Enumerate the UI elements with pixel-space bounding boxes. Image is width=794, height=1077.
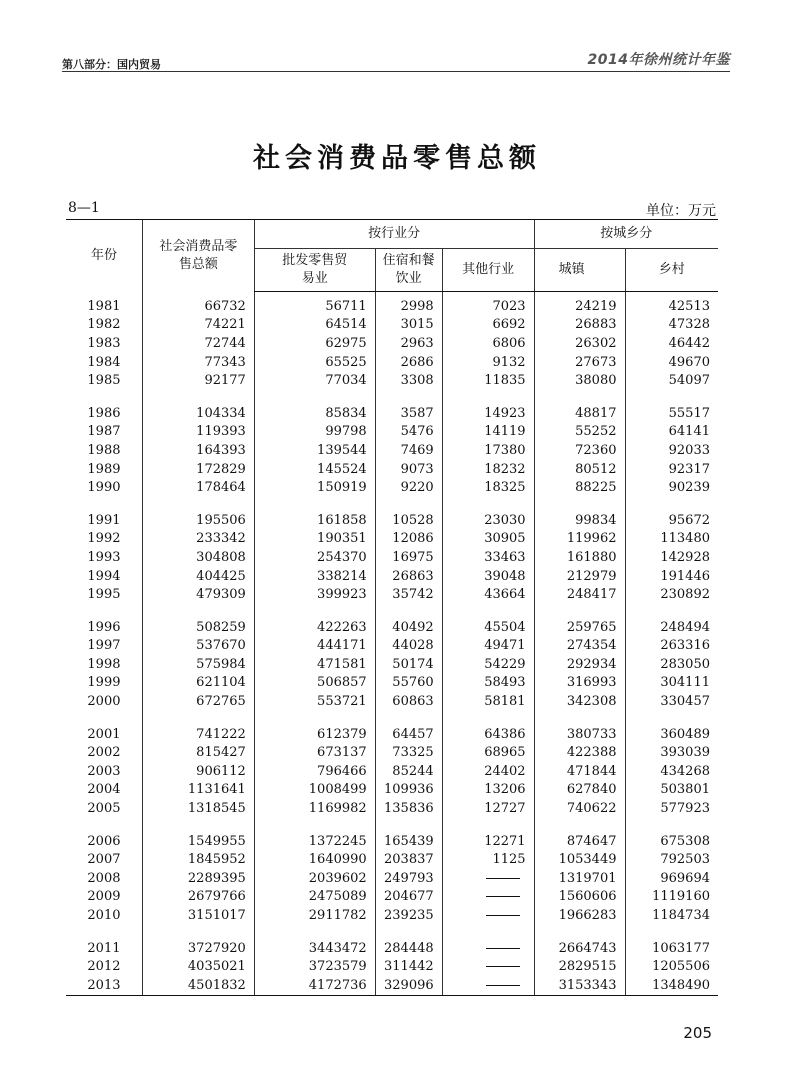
cell-catering: 311442 (375, 957, 442, 976)
cell-year: 1999 (87, 675, 121, 691)
col-urban: 城镇 (534, 249, 625, 292)
cell-wholesale: 2911782 (254, 906, 375, 925)
cell-other: 12727 (442, 799, 534, 818)
cell-wholesale: 612379 (254, 725, 375, 744)
cell-other: 12271 (442, 832, 534, 851)
cell-year: 2006 (87, 833, 121, 849)
cell-catering: 12086 (375, 530, 442, 549)
cell-wholesale: 150919 (254, 478, 375, 497)
cell-other (442, 976, 534, 995)
table-row (66, 692, 718, 711)
cell-wholesale: 673137 (254, 743, 375, 762)
cell-total: 479309 (142, 585, 254, 604)
cell-urban: 26883 (534, 316, 625, 335)
cell-other (442, 957, 534, 976)
cell-catering: 3015 (375, 316, 442, 335)
cell-urban: 80512 (534, 460, 625, 479)
cell-wholesale: 99798 (254, 423, 375, 442)
cell-catering: 329096 (375, 976, 442, 995)
cell-urban: 740622 (534, 799, 625, 818)
cell-catering: 2998 (375, 292, 442, 316)
cell-rural: 969694 (625, 869, 718, 888)
cell-rural: 1184734 (625, 906, 718, 925)
table-row (66, 939, 718, 958)
no-data-dash (486, 948, 520, 949)
no-data-dash (486, 878, 520, 879)
cell-urban: 1053449 (534, 850, 625, 869)
cell-wholesale: 161858 (254, 511, 375, 530)
group-spacer (66, 925, 718, 939)
unit-label: 单位：万元 (646, 203, 716, 219)
table-row (66, 674, 718, 693)
table-row (66, 441, 718, 460)
cell-total: 537670 (142, 637, 254, 656)
cell-wholesale: 65525 (254, 353, 375, 372)
cell-wholesale: 1640990 (254, 850, 375, 869)
cell-rural: 503801 (625, 781, 718, 800)
cell-rural: 92033 (625, 441, 718, 460)
cell-other: 39048 (442, 567, 534, 586)
table-row (66, 888, 718, 907)
cell-total: 233342 (142, 530, 254, 549)
cell-year: 2000 (87, 694, 121, 710)
cell-year: 1990 (87, 480, 121, 496)
cell-other: 18232 (442, 460, 534, 479)
cell-other: 6692 (442, 316, 534, 335)
section-header: 第八部分：国内贸易 (62, 58, 161, 71)
cell-wholesale: 506857 (254, 674, 375, 693)
cell-wholesale: 2475089 (254, 888, 375, 907)
cell-total: 72744 (142, 334, 254, 353)
cell-total: 119393 (142, 423, 254, 442)
cell-year: 1985 (87, 373, 121, 389)
cell-urban: 274354 (534, 637, 625, 656)
cell-catering: 7469 (375, 441, 442, 460)
cell-total: 1549955 (142, 832, 254, 851)
cell-total: 66732 (142, 292, 254, 316)
cell-total: 3727920 (142, 939, 254, 958)
table-row (66, 637, 718, 656)
cell-urban: 1319701 (534, 869, 625, 888)
cell-rural: 360489 (625, 725, 718, 744)
no-data-dash (486, 966, 520, 967)
cell-total: 404425 (142, 567, 254, 586)
cell-catering: 2686 (375, 353, 442, 372)
no-data-dash (486, 915, 520, 916)
cell-rural: 191446 (625, 567, 718, 586)
table-row (66, 316, 718, 335)
cell-rural: 248494 (625, 618, 718, 637)
table-row (66, 478, 718, 497)
cell-rural: 1063177 (625, 939, 718, 958)
cell-total: 4501832 (142, 976, 254, 995)
cell-wholesale: 56711 (254, 292, 375, 316)
cell-year: 2010 (87, 908, 121, 924)
cell-wholesale: 3443472 (254, 939, 375, 958)
cell-wholesale: 4172736 (254, 976, 375, 995)
cell-urban: 3153343 (534, 976, 625, 995)
cell-rural: 675308 (625, 832, 718, 851)
cell-wholesale: 2039602 (254, 869, 375, 888)
cell-other: 58181 (442, 692, 534, 711)
cell-year: 1981 (87, 298, 121, 314)
cell-urban: 874647 (534, 832, 625, 851)
cell-wholesale: 3723579 (254, 957, 375, 976)
cell-urban: 119962 (534, 530, 625, 549)
cell-wholesale: 444171 (254, 637, 375, 656)
cell-year: 1989 (87, 461, 121, 477)
cell-catering: 249793 (375, 869, 442, 888)
cell-other (442, 939, 534, 958)
cell-rural: 393039 (625, 743, 718, 762)
table-row (66, 423, 718, 442)
col-rural: 乡村 (625, 249, 718, 292)
cell-urban: 292934 (534, 655, 625, 674)
cell-catering: 60863 (375, 692, 442, 711)
table-row (66, 832, 718, 851)
table-row (66, 460, 718, 479)
table-row (66, 530, 718, 549)
cell-other: 13206 (442, 781, 534, 800)
col-by-industry: 按行业分 (254, 220, 534, 249)
cell-rural: 113480 (625, 530, 718, 549)
table-row (66, 869, 718, 888)
cell-catering: 85244 (375, 762, 442, 781)
cell-urban: 2829515 (534, 957, 625, 976)
cell-wholesale: 254370 (254, 548, 375, 567)
cell-urban: 38080 (534, 371, 625, 390)
cell-total: 621104 (142, 674, 254, 693)
cell-rural: 263316 (625, 637, 718, 656)
cell-wholesale: 399923 (254, 585, 375, 604)
cell-urban: 342308 (534, 692, 625, 711)
cell-total: 92177 (142, 371, 254, 390)
col-wholesale: 批发零售贸易业 (254, 249, 375, 292)
cell-catering: 204677 (375, 888, 442, 907)
retail-sales-table (66, 219, 718, 996)
cell-total: 741222 (142, 725, 254, 744)
cell-total: 2289395 (142, 869, 254, 888)
cell-total: 672765 (142, 692, 254, 711)
cell-year: 1991 (87, 512, 121, 528)
table-row (66, 511, 718, 530)
cell-other: 49471 (442, 637, 534, 656)
cell-year: 1996 (87, 619, 121, 635)
page-number: 205 (683, 1024, 712, 1042)
cell-urban: 2664743 (534, 939, 625, 958)
cell-year: 2004 (87, 782, 121, 798)
cell-rural: 90239 (625, 478, 718, 497)
cell-rural: 92317 (625, 460, 718, 479)
cell-rural: 1348490 (625, 976, 718, 995)
cell-urban: 422388 (534, 743, 625, 762)
cell-year: 2012 (87, 959, 121, 975)
cell-catering: 73325 (375, 743, 442, 762)
cell-other: 14119 (442, 423, 534, 442)
cell-rural: 54097 (625, 371, 718, 390)
cell-rural: 283050 (625, 655, 718, 674)
cell-urban: 1966283 (534, 906, 625, 925)
cell-wholesale: 139544 (254, 441, 375, 460)
table-row (66, 799, 718, 818)
cell-total: 77343 (142, 353, 254, 372)
cell-total: 104334 (142, 404, 254, 423)
cell-year: 1988 (87, 442, 121, 458)
table-row (66, 371, 718, 390)
cell-year: 2002 (87, 745, 121, 761)
cell-urban: 380733 (534, 725, 625, 744)
cell-urban: 471844 (534, 762, 625, 781)
group-spacer (66, 390, 718, 404)
cell-other: 30905 (442, 530, 534, 549)
cell-total: 4035021 (142, 957, 254, 976)
cell-year: 1993 (87, 549, 121, 565)
cell-other: 58493 (442, 674, 534, 693)
table-row (66, 585, 718, 604)
table-row (66, 850, 718, 869)
cell-total: 508259 (142, 618, 254, 637)
cell-rural: 42513 (625, 292, 718, 316)
cell-rural: 55517 (625, 404, 718, 423)
cell-wholesale: 471581 (254, 655, 375, 674)
cell-wholesale: 85834 (254, 404, 375, 423)
col-by-area: 按城乡分 (534, 220, 718, 249)
cell-catering: 135836 (375, 799, 442, 818)
cell-other (442, 906, 534, 925)
col-year: 年份 (66, 220, 142, 292)
table-row (66, 906, 718, 925)
table-row (66, 655, 718, 674)
cell-urban: 88225 (534, 478, 625, 497)
cell-urban: 24219 (534, 292, 625, 316)
cell-other: 9132 (442, 353, 534, 372)
cell-total: 74221 (142, 316, 254, 335)
cell-total: 1131641 (142, 781, 254, 800)
cell-year: 2001 (87, 726, 121, 742)
cell-year: 1982 (87, 317, 121, 333)
cell-total: 195506 (142, 511, 254, 530)
col-other: 其他行业 (442, 249, 534, 292)
cell-year: 2007 (87, 852, 121, 868)
table-row (66, 548, 718, 567)
no-data-dash (486, 985, 520, 986)
cell-other (442, 869, 534, 888)
cell-wholesale: 1169982 (254, 799, 375, 818)
cell-wholesale: 1008499 (254, 781, 375, 800)
cell-total: 3151017 (142, 906, 254, 925)
cell-other: 24402 (442, 762, 534, 781)
cell-catering: 44028 (375, 637, 442, 656)
cell-rural: 46442 (625, 334, 718, 353)
cell-total: 178464 (142, 478, 254, 497)
cell-other: 11835 (442, 371, 534, 390)
table-row (66, 292, 718, 316)
table-row (66, 781, 718, 800)
cell-catering: 35742 (375, 585, 442, 604)
cell-other: 45504 (442, 618, 534, 637)
cell-catering: 50174 (375, 655, 442, 674)
cell-catering: 203837 (375, 850, 442, 869)
cell-urban: 259765 (534, 618, 625, 637)
cell-rural: 792503 (625, 850, 718, 869)
table-row (66, 743, 718, 762)
cell-wholesale: 190351 (254, 530, 375, 549)
cell-catering: 3308 (375, 371, 442, 390)
cell-catering: 239235 (375, 906, 442, 925)
cell-other: 33463 (442, 548, 534, 567)
cell-urban: 55252 (534, 423, 625, 442)
cell-rural: 1119160 (625, 888, 718, 907)
cell-total: 906112 (142, 762, 254, 781)
header-divider (62, 71, 730, 72)
cell-total: 164393 (142, 441, 254, 460)
col-total: 社会消费品零售总额 (142, 220, 254, 292)
cell-catering: 10528 (375, 511, 442, 530)
cell-year: 2003 (87, 763, 121, 779)
page-title: 社会消费品零售总额 (253, 143, 541, 174)
table-code: 8—1 (68, 200, 100, 216)
cell-year: 2009 (87, 889, 121, 905)
cell-total: 1318545 (142, 799, 254, 818)
cell-rural: 330457 (625, 692, 718, 711)
cell-year: 1998 (87, 656, 121, 672)
cell-year: 2013 (66, 976, 142, 995)
cell-other: 6806 (442, 334, 534, 353)
cell-wholesale: 553721 (254, 692, 375, 711)
cell-urban: 99834 (534, 511, 625, 530)
cell-year: 1994 (87, 568, 121, 584)
cell-wholesale: 338214 (254, 567, 375, 586)
cell-other: 68965 (442, 743, 534, 762)
table-row (66, 404, 718, 423)
cell-wholesale: 64514 (254, 316, 375, 335)
table-row (66, 762, 718, 781)
cell-urban: 26302 (534, 334, 625, 353)
cell-other: 23030 (442, 511, 534, 530)
cell-wholesale: 62975 (254, 334, 375, 353)
cell-other: 17380 (442, 441, 534, 460)
group-spacer (66, 711, 718, 725)
group-spacer (66, 818, 718, 832)
cell-rural: 64141 (625, 423, 718, 442)
cell-catering: 9073 (375, 460, 442, 479)
cell-catering: 3587 (375, 404, 442, 423)
cell-total: 575984 (142, 655, 254, 674)
cell-year: 2011 (87, 940, 121, 956)
cell-year: 2008 (87, 870, 121, 886)
cell-rural: 47328 (625, 316, 718, 335)
cell-urban: 1560606 (534, 888, 625, 907)
col-catering: 住宿和餐饮业 (375, 249, 442, 292)
no-data-dash (486, 896, 520, 897)
cell-year: 1984 (87, 354, 121, 370)
table-row (66, 353, 718, 372)
cell-urban: 627840 (534, 781, 625, 800)
table-row (66, 725, 718, 744)
cell-wholesale: 796466 (254, 762, 375, 781)
cell-catering: 165439 (375, 832, 442, 851)
cell-year: 1983 (87, 335, 121, 351)
cell-total: 1845952 (142, 850, 254, 869)
cell-rural: 434268 (625, 762, 718, 781)
cell-urban: 27673 (534, 353, 625, 372)
cell-catering: 64457 (375, 725, 442, 744)
cell-other (442, 888, 534, 907)
cell-rural: 49670 (625, 353, 718, 372)
cell-catering: 284448 (375, 939, 442, 958)
cell-urban: 72360 (534, 441, 625, 460)
cell-wholesale: 145524 (254, 460, 375, 479)
cell-wholesale: 422263 (254, 618, 375, 637)
cell-other: 18325 (442, 478, 534, 497)
cell-year: 1997 (87, 638, 121, 654)
cell-rural: 304111 (625, 674, 718, 693)
cell-catering: 16975 (375, 548, 442, 567)
cell-catering: 5476 (375, 423, 442, 442)
yearbook-title: 2014年徐州统计年鉴 (587, 52, 730, 68)
cell-catering: 40492 (375, 618, 442, 637)
cell-rural: 577923 (625, 799, 718, 818)
group-spacer (66, 497, 718, 511)
cell-rural: 142928 (625, 548, 718, 567)
table-row (66, 976, 718, 995)
cell-rural: 1205506 (625, 957, 718, 976)
cell-other: 14923 (442, 404, 534, 423)
cell-other: 1125 (442, 850, 534, 869)
table-row (66, 567, 718, 586)
cell-total: 304808 (142, 548, 254, 567)
cell-year: 1986 (87, 405, 121, 421)
cell-rural: 230892 (625, 585, 718, 604)
cell-urban: 248417 (534, 585, 625, 604)
cell-wholesale: 77034 (254, 371, 375, 390)
cell-other: 54229 (442, 655, 534, 674)
cell-urban: 212979 (534, 567, 625, 586)
cell-urban: 48817 (534, 404, 625, 423)
cell-catering: 2963 (375, 334, 442, 353)
cell-catering: 55760 (375, 674, 442, 693)
cell-catering: 9220 (375, 478, 442, 497)
cell-total: 2679766 (142, 888, 254, 907)
table-row (66, 957, 718, 976)
table-row (66, 334, 718, 353)
cell-other: 43664 (442, 585, 534, 604)
cell-other: 64386 (442, 725, 534, 744)
cell-year: 2005 (87, 801, 121, 817)
table-row (66, 618, 718, 637)
cell-urban: 161880 (534, 548, 625, 567)
cell-year: 1992 (87, 531, 121, 547)
cell-catering: 109936 (375, 781, 442, 800)
cell-urban: 316993 (534, 674, 625, 693)
cell-rural: 95672 (625, 511, 718, 530)
cell-other: 7023 (442, 292, 534, 316)
group-spacer (66, 604, 718, 618)
cell-total: 172829 (142, 460, 254, 479)
cell-total: 815427 (142, 743, 254, 762)
cell-wholesale: 1372245 (254, 832, 375, 851)
cell-catering: 26863 (375, 567, 442, 586)
cell-year: 1987 (87, 424, 121, 440)
cell-year: 1995 (87, 587, 121, 603)
